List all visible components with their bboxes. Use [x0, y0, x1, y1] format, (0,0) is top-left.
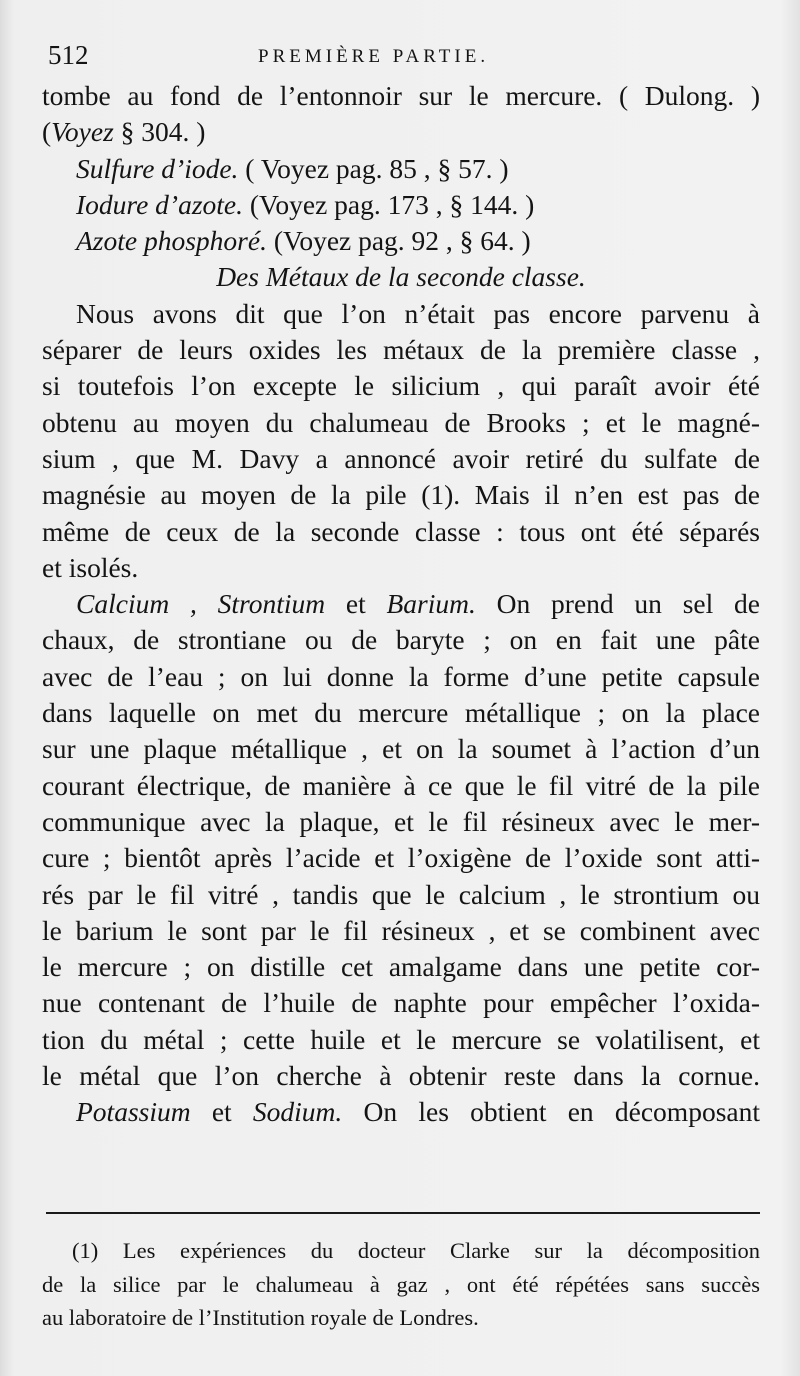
main-text	[42, 78, 760, 1131]
footnote-line: de la silice par le chalumeau à gaz , ont été répétées sans succès	[42, 1271, 760, 1297]
text-line: dans laquelle on met du mercure métallique ; on la place	[42, 697, 760, 729]
footnote-divider	[46, 1212, 760, 1214]
text-line: sur une plaque métallique , et on la soumet à l’action d’un	[42, 733, 760, 765]
text-line: le barium le sont par le fil résineux , et se combinent avec	[42, 914, 760, 946]
text-line	[42, 223, 760, 259]
italic-text: Barium.	[386, 588, 476, 620]
text-fragment: (	[42, 116, 52, 148]
italic-text: Azote phosphoré.	[76, 225, 267, 257]
text-line: et isolés.	[42, 551, 139, 583]
text-line: rés par le fil vitré , tandis que le calcium , le strontium ou	[42, 878, 760, 910]
italic-text: Potassium	[76, 1096, 191, 1128]
text-fragment: (Voyez pag. 92 , § 64. )	[266, 225, 531, 257]
page-header	[48, 40, 748, 80]
italic-text: Sodium.	[252, 1096, 343, 1128]
running-title: PREMIÈRE PARTIE.	[258, 46, 490, 67]
text-line: tion du métal ; cette huile et le mercure se volatilisent, et	[42, 1023, 760, 1055]
text-line: tombe au fond de l’entonnoir sur le mercure. ( Dulong. )	[42, 80, 760, 111]
text-line	[42, 114, 760, 150]
italic-text: Voyez	[51, 116, 114, 148]
text-line: sium , que M. Davy a annoncé avoir retiré du sulfate de	[42, 442, 760, 474]
text-line: communique avec la plaque, et le fil résineux avec le mer-	[42, 805, 760, 837]
italic-text: Iodure d’azote.	[76, 188, 244, 220]
text-line: cure ; bientôt après l’acide et l’oxigène de l’oxide sont atti-	[42, 842, 760, 874]
section-heading	[42, 259, 760, 295]
text-fragment: On les obtient en décomposant	[342, 1096, 760, 1128]
footnote-line: (1) Les expériences du docteur Clarke sur la décomposition	[72, 1238, 760, 1263]
text-line: même de ceux de la seconde classe : tous ont été séparés	[42, 515, 760, 547]
text-line	[42, 187, 760, 223]
text-fragment: ( Voyez pag. 85 , § 57. )	[238, 152, 509, 184]
text-fragment: (Voyez pag. 173 , § 144. )	[243, 188, 535, 220]
text-line: obtenu au moyen du chalumeau de Brooks ; et le magné-	[42, 406, 760, 438]
italic-text: Calcium , Strontium	[76, 588, 326, 620]
text-line: Nous avons dit que l’on n’était pas encore parvenu à	[76, 297, 760, 329]
text-line: le mercure ; on distille cet amalgame dans une petite cor-	[42, 951, 760, 983]
text-fragment: On prend un sel de	[475, 588, 760, 620]
page-number: 512	[48, 40, 89, 70]
text-fragment: et	[190, 1096, 253, 1128]
footnote	[42, 1234, 760, 1335]
footnote-line: au laboratoire de l’Institution royale de Londres.	[42, 1305, 479, 1330]
text-line: magnésie au moyen de la pile (1). Mais il n’en est pas de	[42, 479, 760, 511]
text-fragment: § 304. )	[113, 116, 206, 148]
text-line: nue contenant de l’huile de naphte pour empêcher l’oxida-	[42, 987, 760, 1019]
text-fragment: et	[325, 588, 387, 620]
text-line	[42, 151, 760, 187]
text-line: avec de l’eau ; on lui donne la forme d’une petite capsule	[42, 660, 760, 692]
text-line: courant électrique, de manière à ce que le fil vitré de la pile	[42, 769, 760, 801]
text-line: si toutefois l’on excepte le silicium , qui paraît avoir été	[42, 370, 760, 402]
text-line	[42, 586, 760, 622]
italic-text: Sulfure d’iode.	[76, 152, 239, 184]
text-line: le métal que l’on cherche à obtenir reste dans la cornue.	[42, 1060, 760, 1092]
text-line: séparer de leurs oxides les métaux de la première classe ,	[42, 334, 760, 366]
section-heading-text: Des Métaux de la seconde classe.	[216, 261, 586, 293]
text-line	[42, 1094, 760, 1130]
text-line: chaux, de strontiane ou de baryte ; on en fait une pâte	[42, 624, 760, 656]
